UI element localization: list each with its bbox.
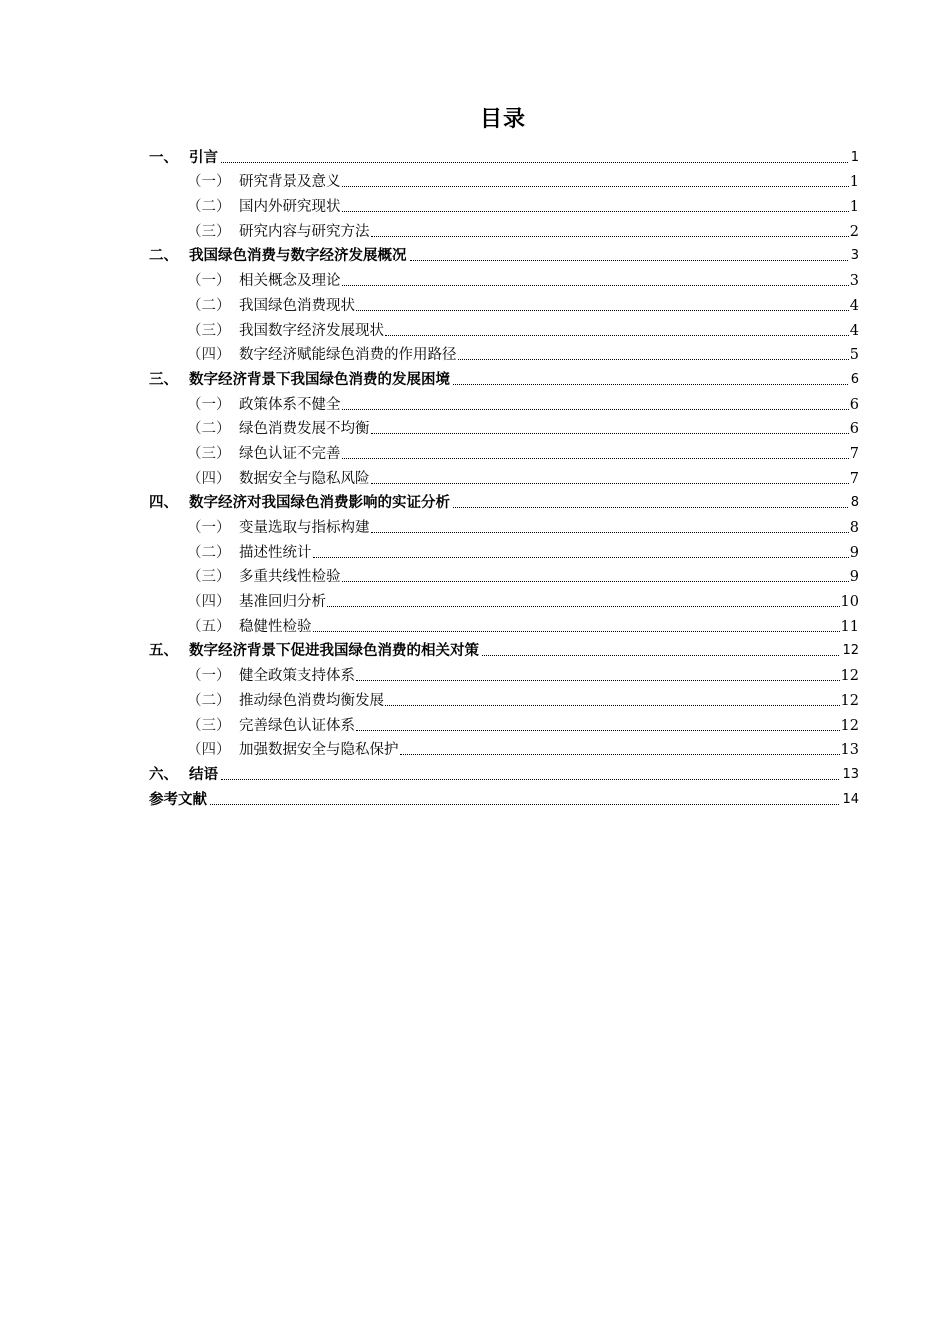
toc-entry-label: 完善绿色认证体系 — [239, 717, 355, 734]
dot-leader — [356, 730, 840, 731]
toc-entry-number: （二） — [187, 199, 231, 216]
dot-leader — [313, 631, 840, 632]
dot-leader — [453, 384, 848, 385]
toc-entry-label: 多重共线性检验 — [239, 569, 341, 586]
toc-entry-label: 健全政策支持体系 — [239, 668, 355, 685]
toc-entry-page-number: 10 — [840, 594, 859, 611]
toc-entry[interactable] — [149, 217, 859, 242]
toc-entry-page-number: 13 — [840, 742, 859, 759]
toc-entry-page-number: 1 — [849, 174, 859, 191]
toc-entry[interactable] — [149, 711, 859, 736]
toc-entry-number: （二） — [187, 692, 231, 709]
dot-leader — [313, 557, 849, 558]
toc-entry-label: 相关概念及理论 — [239, 273, 341, 290]
dot-leader — [356, 310, 849, 311]
toc-entry-page-number: 7 — [849, 470, 859, 487]
toc-entry-label: 加强数据安全与隐私保护 — [239, 742, 399, 759]
dot-leader — [482, 655, 839, 656]
toc-entry[interactable] — [149, 143, 859, 168]
dot-leader — [400, 754, 840, 755]
dot-leader — [221, 779, 839, 780]
dot-leader — [342, 186, 849, 187]
toc-entry[interactable] — [149, 538, 859, 563]
toc-entry-number: （三） — [187, 717, 231, 734]
toc-entry-number: （二） — [187, 421, 231, 438]
toc-entry-label: 数字经济背景下我国绿色消费的发展困境 — [189, 371, 450, 388]
toc-entry-page-number: 7 — [849, 445, 859, 462]
toc-entry[interactable] — [149, 661, 859, 686]
toc-entry-number: 四、 — [149, 495, 178, 512]
toc-entry-page-number: 12 — [840, 692, 859, 709]
toc-entry-label: 数据安全与隐私风险 — [239, 470, 370, 487]
toc-entry-page-number: 9 — [849, 569, 859, 586]
toc-entry-number: 三、 — [149, 371, 178, 388]
toc-entry-number: （四） — [187, 594, 231, 611]
dot-leader — [371, 433, 849, 434]
dot-leader — [342, 211, 849, 212]
toc-entry-number: 一、 — [149, 149, 178, 166]
toc-entry-label: 描述性统计 — [239, 544, 312, 561]
dot-leader — [221, 162, 848, 163]
toc-entry-number: 二、 — [149, 248, 178, 265]
toc-entry[interactable] — [149, 637, 859, 662]
toc-entry[interactable] — [149, 168, 859, 193]
toc-entry-label: 基准回归分析 — [239, 594, 326, 611]
toc-entry-page-number: 13 — [842, 766, 859, 782]
toc-entry-number: （三） — [187, 322, 231, 339]
dot-leader — [410, 260, 848, 261]
toc-entry[interactable] — [149, 513, 859, 538]
toc-entry-number: （二） — [187, 544, 231, 561]
toc-entry-page-number: 2 — [849, 223, 859, 240]
toc-entry[interactable] — [149, 489, 859, 514]
toc-entry-page-number: 9 — [849, 544, 859, 561]
dot-leader — [371, 532, 849, 533]
toc-entry[interactable] — [149, 563, 859, 588]
toc-entry-number: （一） — [187, 668, 231, 685]
toc-entry-number: （一） — [187, 520, 231, 536]
toc-entry[interactable] — [149, 316, 859, 341]
toc-entry[interactable] — [149, 760, 859, 785]
toc-entry[interactable] — [149, 365, 859, 390]
toc-entry-number: （三） — [187, 569, 231, 586]
toc-entry-label: 数字经济赋能绿色消费的作用路径 — [239, 347, 457, 364]
toc-entry[interactable] — [149, 192, 859, 217]
toc-entry-label: 我国绿色消费与数字经济发展概况 — [189, 248, 407, 265]
toc-entry-number: （一） — [187, 273, 231, 290]
toc-entry[interactable] — [149, 464, 859, 489]
toc-entry-label: 推动绿色消费均衡发展 — [239, 692, 384, 709]
toc-entry-page-number: 5 — [849, 347, 859, 364]
toc-title: 目录 — [479, 107, 526, 132]
toc-entry-number: （三） — [187, 223, 231, 240]
toc-entry-page-number: 8 — [849, 520, 859, 536]
toc-entry[interactable] — [149, 291, 859, 316]
toc-entry-label: 研究背景及意义 — [239, 174, 341, 191]
toc-entry-label: 结语 — [189, 766, 218, 783]
toc-entry-page-number: 12 — [840, 717, 859, 734]
toc-entry[interactable] — [149, 266, 859, 291]
toc-entry[interactable] — [149, 736, 859, 761]
toc-entry-number: （三） — [187, 445, 231, 462]
toc-entry-page-number: 4 — [849, 322, 859, 339]
dot-leader — [342, 409, 849, 410]
toc-entry-page-number: 14 — [842, 791, 859, 807]
toc-entry-label: 数字经济对我国绿色消费影响的实证分析 — [189, 495, 450, 512]
toc-entry[interactable] — [149, 242, 859, 267]
toc-entry-label: 政策体系不健全 — [239, 396, 341, 413]
toc-entry[interactable] — [149, 390, 859, 415]
dot-leader — [385, 705, 840, 706]
dot-leader — [453, 507, 848, 508]
toc-entry-number: （五） — [187, 618, 231, 635]
toc-entry-page-number: 6 — [849, 421, 859, 438]
dot-leader — [342, 581, 849, 582]
toc-entry[interactable] — [149, 439, 859, 464]
dot-leader — [356, 680, 840, 681]
toc-entry-page-number: 8 — [850, 495, 859, 511]
toc-entry-page-number: 3 — [849, 273, 859, 290]
toc-entry-number: （四） — [187, 470, 231, 487]
toc-entry[interactable] — [149, 612, 859, 637]
dot-leader — [342, 285, 849, 286]
toc-entry-number: （四） — [187, 347, 231, 364]
toc-entry[interactable] — [149, 686, 859, 711]
toc-entry-label: 绿色消费发展不均衡 — [239, 421, 370, 438]
toc-entry-page-number: 4 — [849, 297, 859, 314]
dot-leader — [342, 458, 849, 459]
toc-entry-number: 六、 — [149, 766, 178, 783]
toc-entry[interactable] — [149, 587, 859, 612]
toc-entry-page-number: 11 — [840, 618, 859, 635]
dot-leader — [210, 804, 839, 805]
dot-leader — [458, 359, 849, 360]
toc-entry-label: 研究内容与研究方法 — [239, 223, 370, 240]
toc-entry-page-number: 12 — [842, 643, 859, 659]
toc-entry-page-number: 6 — [849, 396, 859, 413]
toc-entry-number: （一） — [187, 174, 231, 191]
toc-entry-page-number: 3 — [850, 248, 859, 264]
dot-leader — [327, 606, 840, 607]
toc-entry-label: 参考文献 — [149, 791, 207, 808]
toc-entry-page-number: 1 — [849, 199, 859, 216]
toc-entry-label: 国内外研究现状 — [239, 199, 341, 216]
dot-leader — [371, 483, 849, 484]
toc-entry-number: （四） — [187, 742, 231, 759]
dot-leader — [371, 236, 849, 237]
toc-entry-page-number: 12 — [840, 668, 859, 685]
toc-entry-label: 引言 — [189, 149, 218, 166]
toc-entry[interactable] — [149, 341, 859, 366]
toc-entry-number: 五、 — [149, 643, 178, 660]
toc-entry[interactable] — [149, 415, 859, 440]
toc-entry-label: 稳健性检验 — [239, 618, 312, 635]
toc-entry-label: 绿色认证不完善 — [239, 445, 341, 462]
table-of-contents — [149, 143, 859, 810]
toc-entry-number: （一） — [187, 396, 231, 413]
toc-entry-number: （二） — [187, 297, 231, 314]
toc-entry-label: 我国绿色消费现状 — [239, 297, 355, 314]
toc-entry-label: 变量选取与指标构建 — [239, 520, 370, 536]
toc-entry-label: 数字经济背景下促进我国绿色消费的相关对策 — [189, 643, 479, 660]
toc-entry-page-number: 1 — [850, 149, 859, 165]
toc-entry-label: 我国数字经济发展现状 — [239, 322, 384, 339]
dot-leader — [385, 335, 849, 336]
toc-entry[interactable] — [149, 785, 859, 810]
toc-entry-page-number: 6 — [850, 371, 859, 387]
